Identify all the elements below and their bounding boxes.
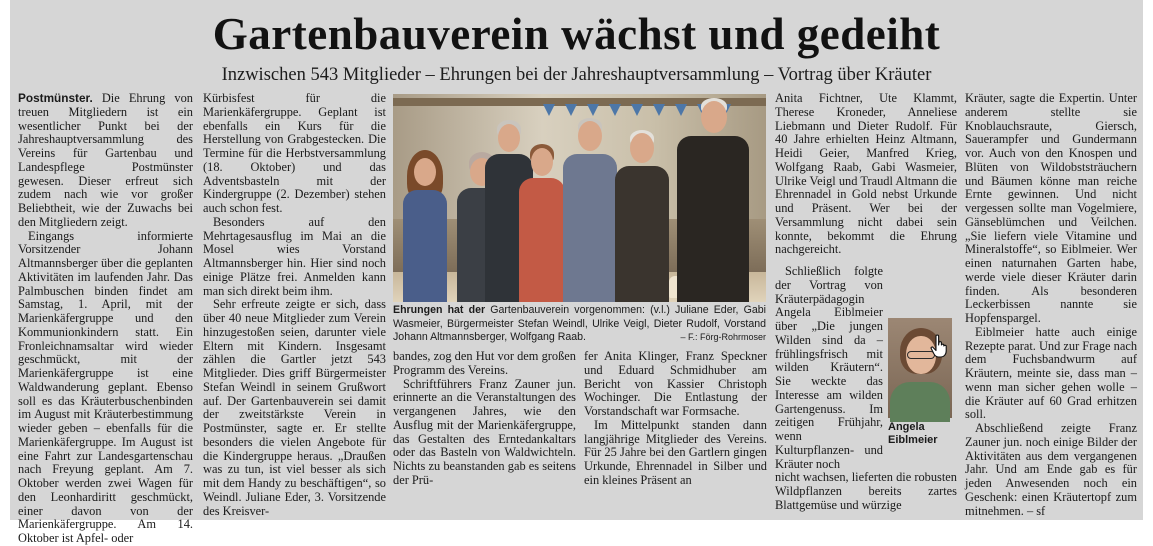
paragraph: Sehr erfreute zeigte er sich, dass über 40 neue Mitglieder zum Verein hinzugestoßen seien, darunter viele Eltern mit Kindern. Insgesamt zählen die Gartler jetzt 543 Mitglieder. Dies griff Bürgermeister Stefan Weindl in seinem Grußwort auf. Der Gartenbauverein sei damit der zweitstärkste Verein in Postmünster, sagte er. Er stellte besonders die vielen Angebote für die Kindergruppe heraus. „Draußen was zu tun, ist viel besser als sich mit dem Handy zu beschäftigen“, so Weindl. Juliane Eder, 3. Vorsitzende des Kreisver- (203, 297, 386, 518)
paragraph-text: Die Ehrung von treuen Mitgliedern ist ein wesentlicher Punkt bei der Jahreshauptversammlung des Vereins für Gartenbau und Landespflege Postmünster gewesen. Dieser erfreut sich zudem nach wie vor großer Beliebtheit, wie der Zuwachs bei den Mitgliedern zeigt. (18, 91, 193, 229)
subheadline: Inzwischen 543 Mitglieder – Ehrungen bei der Jahreshauptversammlung – Vortrag über Kräuter (221, 65, 932, 85)
person-figure (677, 98, 749, 302)
person-figure (563, 118, 617, 302)
photo-caption (393, 304, 766, 348)
article-column-4 (584, 350, 767, 512)
article-column-6 (965, 91, 1138, 518)
portrait-caption (888, 421, 958, 447)
portrait-shoulders (890, 382, 950, 422)
photo-credit: – F.: Förg-Rohrmoser (680, 332, 766, 342)
article-column-2 (203, 91, 386, 518)
hand-pointer-cursor-icon (930, 334, 950, 358)
newspaper-page (10, 0, 1143, 545)
paragraph: Eiblmeier hatte auch einige Rezepte parat. Und zur Frage nach dem Fuchsbandwurm auf Kräutern, meinte sie, dass man – wenn man sicher gehen wolle – die Kräuter auf 60 Grad erhitzen soll. (965, 324, 1138, 422)
paragraph: Kräuter, sagte die Expertin. Unter anderem stellte sie Knoblauchsraute, Giersch, Sauerampfer und Gundermann vor. Auch von den Knospen und Blüten von Wildobststräuchern und Bäumen könne man reiche Ernte gewinnen. Und nicht vergessen sollte man Vogelmiere, Gänseblümchen und Veilchen. „Sie liefern viele Vitamine und Mineralstoffe“, so Eiblmeier. Wer einen naturnahen Garten habe, werde viele dieser Kräuter darin finden. Als besonderen Leckerbissen nannte sie Hopfenspargel. (965, 91, 1137, 325)
dateline: Postmünster. (18, 91, 93, 105)
speaker-portrait (888, 318, 952, 418)
paragraph: Anita Fichtner, Ute Klammt, Therese Kroneder, Anneliese Liebmann und Dieter Rudolf. Für 40 Jahre erhielten Heinz Altmann, Heidi Geier, Manfred Krieg, Wolfgang Raab, Gabi Wasmeier, Ulrike Veigl und Traudl Altmann die Ehrennadel in Gold nebst Urkunde und Präsent. Wer bei der Versammlung nicht dabei sein konnte, bekommt die Ehrung nachgereicht. (775, 91, 957, 257)
article-column-3 (393, 350, 576, 512)
caption-text: Gartenbauverein vorgenommen: (v.l.) Juliane Eder, Gabi Wasmeier, Bürgermeister Stefan Weindl, Ulrike Veigl, Dieter Rudolf, Vorstand Johann Altmannsberger, Wolfgang Raab. (393, 304, 766, 343)
paragraph: fer Anita Klinger, Franz Speckner und Eduard Schmidhuber am Bericht von Kassier Christoph Wochinger. Die Entlastung der Vorstandschaft war Formsache. (584, 349, 767, 418)
caption-lead: Ehrungen hat der (393, 304, 486, 316)
paragraph: Abschließend zeigte Franz Zauner jun. noch einige Bilder der Aktivitäten aus dem vergangenen Jahr. Und am Ende gab es für jeden Anwesenden noch ein Geschenk: einen Kräutertopf zum mitnehmen. – sf (965, 421, 1137, 518)
portrait-caption-line: Angela (888, 421, 925, 433)
portrait-caption-line: Eiblmeier (888, 434, 938, 446)
paragraph: bandes, zog den Hut vor dem großen Programm des Vereins. (393, 349, 576, 377)
bunting-flag (565, 104, 577, 116)
paragraph: Im Mittelpunkt standen dann langjährige Mitglieder des Vereins. Für 25 Jahre bei den Gartlern gingen Urkunde, Ehrennadel in Silber und ein kleines Präsent an (584, 417, 767, 487)
paragraph: Schriftführers Franz Zauner jun. erinnerte an die Veranstaltungen des vergangenen Jahres, wie den Ausflug mit der Marienkäfergruppe, das Gestalten des Erntedankaltars oder das Basteln von Waldwichteln. Nichts zu beanstanden gab es seitens der Prü- (393, 376, 576, 487)
person-figure (403, 150, 447, 302)
paragraph: Besonders auf den Mehrtagesausflug im Mai an die Mosel wies Vorstand Altmannsberger hin. Hier sind noch einige Plätze frei. Anmelden kann man sich direkt beim ihm. (203, 214, 386, 298)
paragraph (18, 92, 193, 230)
person-figure (615, 130, 669, 302)
article-column-1 (18, 91, 193, 545)
paragraph: Eingangs informierte Vorsitzender Johann Altmannsberger über die geplanten Aktivitäten im laufenden Jahr. Das Palmbuschen binden findet am Samstag, 1. April, mit der Marienkäfergruppe und den Kommunionkindern statt. Ein Fronleichnamsaltar wird wieder geschmückt, mit der Marienkäfergruppe ist eine Waldwanderung geplant. Ebenso soll es das Kräuterbuschenbinden im August mit Kräuterbestimmung wieder geben – ebenfalls für die Marienkäfergruppe. Im August ist eine Fahrt zur Landesgartenschau nach Freyung geplant. Am 7. Oktober werden zwei Wagen für den Leonhardiritt geschmückt, einer davon von der Marienkäfergruppe. Am 14. Oktober ist Apfel- oder (18, 228, 193, 545)
bunting-flag (653, 104, 665, 116)
paragraph-text: nicht wachsen, lieferten die robusten Wildpflanzen bereits zartes Blattgemüse und würzige (775, 470, 958, 512)
headline: Gartenbauverein wächst und gedeiht (212, 9, 941, 59)
bunting-flag (543, 104, 555, 116)
bunting-flag (631, 104, 643, 116)
person-figure (519, 144, 565, 302)
article-column-5 (775, 92, 957, 512)
group-photo (393, 94, 766, 302)
bunting-flag (587, 104, 599, 116)
paragraph-text: Schließlich folgte der Vortrag von Kräuterpädagogin Angela Eiblmeier über „Die jungen Wilden sind da – frühlingsfrisch mit wilden Kräutern“. Sie weckte das Interesse am wilden Gartengenuss. Im zeitigen Frühjahr, wenn Kulturpflanzen- und Kräuter noch (775, 264, 883, 471)
paragraph: Kürbisfest für die Marienkäfergruppe. Geplant ist ebenfalls ein Kurs für die Herstellung von Grabgestecken. Die Termine für die Herbstversammlung (18. Oktober) und das Adventsbasteln mit der Kindergruppe (2. Dezember) stehen auch schon fest. (203, 91, 386, 215)
bunting-flag (609, 104, 621, 116)
